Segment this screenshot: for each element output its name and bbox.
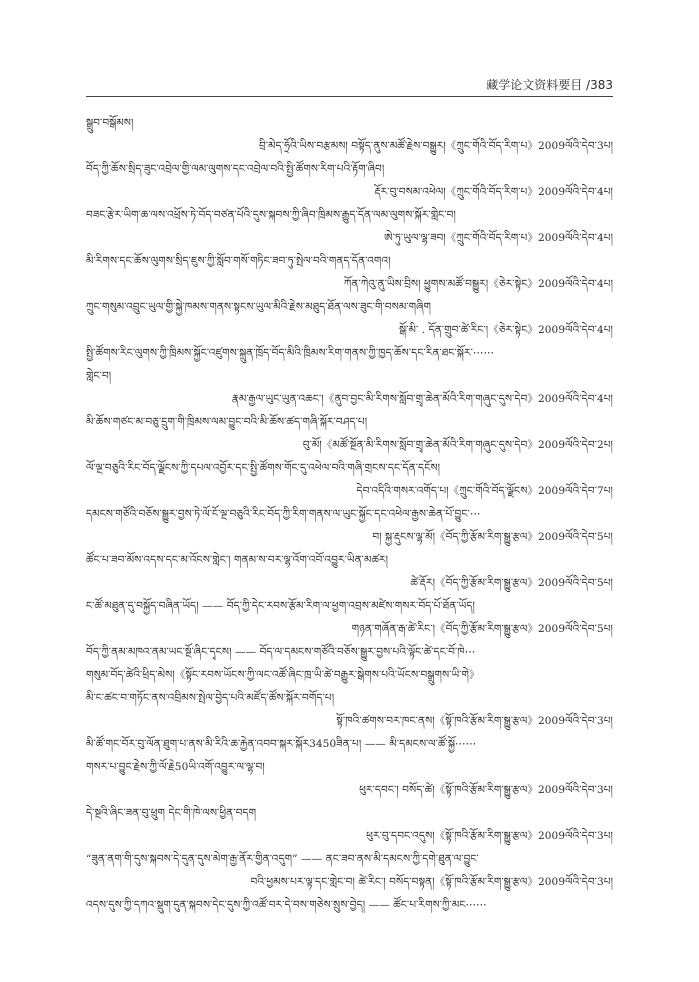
text-line: མི་ང་ཚང་བ་གཏོང་ནས་འབྲིམས་སྤེལ་བྱེད་པའི་མཛོད་ཚོས་སྐོར་བགོད་པ། <box>86 692 335 704</box>
text-line: རྣམ་རྒྱལ་ཡུང་ཡུན་འཆང་།《ནུབ་བྱང་མི་རིགས་སློབ་གྲྭ་ཆེན་མོའི་རིག་གཞུང་དུས་དེབ》2009ལོའི་དེབ་4པ། <box>231 393 613 405</box>
text-line: དེ་སྔའི་ཞིང་ཟན་བུ་ཕྲུག དེང་གི་ཁེ་ལས་ཕྱིན་བདག <box>86 807 257 819</box>
text-line: ཚོང་པ་ཟབ་མོས་འདས་དང་མ་འོངས་གླེང་། གནམ་ས་བར་ལྷ་འོག་འབོ་འབྱུར་ཡིན་མཚར། <box>86 554 389 566</box>
text-line: དམངས་གཙོའི་བཅོས་སྒྱུར་བྱས་ཏེ་ལོ་ངོ་ལྔ་བཅུའི་རིང་བོད་ཀྱི་རིག་གནས་ལ་ཡུང་སྐྱོང་དང་འཕེལ་རྒྱས་ཆེན་པོ་བྱུང་⋯ <box>86 508 481 520</box>
text-line: གསུམ་བོད་ཚེའི་ཕྲིད་མེས།《སྟོང་རབས་ཡོངས་ཀྱི་ལང་འཚོ་ཞིང་ཁྲ་ཡི་ཚེ་བརྒྱུར་སྒེགས་པའི་ཡོངས་བསྒྲུགས་ཡི་གེ》 <box>86 669 480 681</box>
text-line: སྒྲུབ་བསྒོམས། <box>86 117 134 129</box>
text-line: གསར་པ་བྱུང་རྗེས་ཀྱི་ལོ་རྗེ50ཡི་འགོ་འབྱུར་ལ་ལྷ་བ། <box>86 761 265 773</box>
text-line: གཉན་གཞོན་རྒ་ཚེ་རིང་།《བོད་ཀྱི་རྩོམ་རིག་སྒྱུ་རྩལ》2009ལོའི་དེབ་5པ། <box>351 623 613 635</box>
text-line: བོད་ཀྱི་ནམ་མཁའ་ནམ་ཡང་སྔོ་ཞིང་དྭངས། —— བོད་ལ་དམངས་གཙོའི་བཅོས་སྒྱུར་བྱས་པའི་ལྟོང་ཚེ་དང་བོ་ཁེ⋯ <box>86 646 476 658</box>
bibliography-body <box>86 112 613 917</box>
text-line: བྲི་མེད་ཧྲོའི་ཡིས་བརྩམས། བསྟོད་ནུས་མཚོ་རྗེས་བསྒྱུར།《ཀྲུང་གོའི་བོད་རིག་པ》2009ལོའི་དེབ་3པ། <box>259 140 613 152</box>
text-line: སྤྱི་ཚོགས་རིང་ལུགས་ཀྱི་ཁྲིམས་སྐྱོང་འཛུགས་སྐྲུན་ཁྲོད་བོད་མིའི་ཁྲིམས་རིག་གནས་ཀྱི་ཁྱད་ཆོས་དང་རིན་ཐང་སྐོར་⋯⋯ <box>86 347 495 359</box>
text-line: སྒོ་མི་ . དོན་གྲུབ་ཚེ་རིང་།《ཅེར་སྟེང》2009ལོའི་དེབ་4པ། <box>399 324 613 336</box>
text-line: སྟོ་ཁའི་ཚགས་བར་ཁང་ནས།《སྟོ་ཁའི་རྩོམ་རིག་སྒྱུ་རྩལ》2009ལོའི་དེབ་3པ། <box>336 715 613 727</box>
text-line: དེབ་འདིའི་གསར་འགོད་པ།《ཀྲུང་གོའི་བོད་ལྗོངས》2009ལོའི་དེབ་7པ། <box>356 485 613 497</box>
text-line: ཨེ་ཏུ་ཡུལ་ལྷ་ཟབ།《ཀྲུང་གོའི་བོད་རིག་པ》2009ལོའི་དེབ་4པ། <box>384 232 613 244</box>
text-line: ང་ཚོ་མཐུན་དུ་བསྐྱོད་བཞིན་ཡོད། —— བོད་ཀྱི་དེང་རབས་རྩོམ་རིག་ལ་ཕྱག་འབྲས་མཛེས་གསར་བོད་པོ་ཐོན་ཡོད། <box>86 600 475 612</box>
text-line: ཕུར་དབང་། བསོད་ཚེ།《སྟོ་ཁའི་རྩོམ་རིག་སྒྱུ་རྩལ》2009ལོའི་དེབ་3པ། <box>359 784 613 796</box>
header-rule <box>86 96 613 97</box>
text-line: ཀྲུང་གསུམ་འབྲུང་ཡུལ་གྱི་སྐྱེ་ཁམས་གནས་སྟངས་ཡུལ་མིའི་རྗེས་མཐུད་ཐོན་ལས་ཟུང་གི་བསམ་གཞིག <box>86 301 432 313</box>
running-header: 藏学论文资料要目 /383 <box>486 78 613 92</box>
text-line: “ཟུན་ནག་གི་དུས་སྐབས་དེ་དུན་དུས་མེག་རྒྱ་ནོར་གྱིན་འདུག” —— ནང་ཟབ་ནས་མི་དམངས་ཀྱི་དགེ་ཐུན་ལ་བྱུང་ <box>86 853 479 865</box>
text-line: བུ་མོ།《མཚོ་སྔོན་མི་རིགས་སློབ་གྲྭ་ཆེན་མོའི་རིག་གཞུང་དུས་དེབ》2009ལོའི་དེབ་2པ། <box>302 439 613 451</box>
text-line: འདས་དུས་ཀྱི་དཀའ་སྡུག་དུན་སྐབས་དེང་དུས་ཀྱི་འཚོ་བར་དེ་བས་གཅེས་སྲུས་བྱེད། —— ཚོང་པ་རིགས་ཀྱི་མང⋯⋯ <box>86 899 487 911</box>
text-line: ཀོན་ཀེའུ་ནུ་ཡིས་བྲིས། ཕྱུགས་མཚོ་བསྒྱུར།《ཅེར་སྟེང》2009ལོའི་དེབ་4པ། <box>343 278 613 290</box>
text-line: ཚེ་རྡོར།《བོད་ཀྱི་རྩོམ་རིག་སྒྱུ་རྩལ》2009ལོའི་དེབ་5པ། <box>410 577 613 589</box>
text-line: བོད་ཀྱི་ཆོས་སྲིད་ཟུང་འབྲེལ་གྱི་ལམ་ལུགས་དང་འབྲེལ་བའི་སྤྱི་ཚོགས་རིག་པའི་རྟོག་ཞིབ། <box>86 163 385 175</box>
text-line: ཕུར་བུ་དབང་འདུས།《སྟོ་ཁའི་རྩོམ་རིག་སྒྱུ་རྩལ》2009ལོའི་དེབ་3པ། <box>366 830 613 842</box>
text-line: མི་ཆོས་གཙང་མ་བཅུ་དྲུག་གི་ཁྲིམས་ལམ་བྱུང་བའི་མི་ཆོས་ཚད་གཞི་སྐོར་བཤད་པ། <box>86 416 368 428</box>
text-line: མི་རིགས་དང་ཆོས་ལུགས་སྲིད་ཇུས་ཀྱི་སློབ་གསོ་གཏིང་ཟབ་ཏུ་སྤེལ་བའི་གནད་དོན་འགའ། <box>86 255 391 267</box>
text-line: བཟང་རྩེར་ཡིག་ཆ་ལས་འཕྲོས་ཏེ་བོད་བཙན་པོའི་དུས་སྐབས་ཀྱི་ཞིབ་ཁྲིམས་རྒྱུད་དོན་ལམ་ལུགས་སྐོར་གླེང་བ། <box>86 209 456 221</box>
text-line: གླེང་བ། <box>86 370 112 382</box>
text-line: བ། སྐྱ་རྡུངས་ལྷ་མོ།《བོད་ཀྱི་རྩོམ་རིག་སྒྱུ་རྩལ》2009ལོའི་དེབ་5པ། <box>372 531 613 543</box>
text-line: མི་ཚོ་གང་བོར་བུ་ལོན་ཐུག་པ་ནས་མི་རིའི་ཆ་རྐྱེན་འབབ་སྐར་སྐོར3450ཟིན་པ། —— མི་དམངས་ལ་ཚོ་སྐྱོ⋯⋯ <box>86 738 477 750</box>
text-line: ལོ་ལྔ་བཅུའི་རིང་བོད་ལྗོངས་ཀྱི་དཔལ་འབྱོར་དང་སྤྱི་ཚོགས་གོང་དུ་འཕེལ་བའི་གཞི་གྲངས་དང་དོན་དངོས། <box>86 462 441 474</box>
text-line: རྡོར་བུ་བསམ་འཕེལ།《ཀྲུང་གོའི་བོད་རིག་པ》2009ལོའི་དེབ་4པ། <box>374 186 613 198</box>
text-line: བའི་ཕྱམས་པར་ལྟ་དང་གླེང་བ། ཚེ་རིང་། བསོད་བསྟན།《སྟོ་ཁའི་རྩོམ་རིག་སྒྱུ་རྩལ》2009ལོའི་དེབ་3པ། <box>250 876 613 888</box>
